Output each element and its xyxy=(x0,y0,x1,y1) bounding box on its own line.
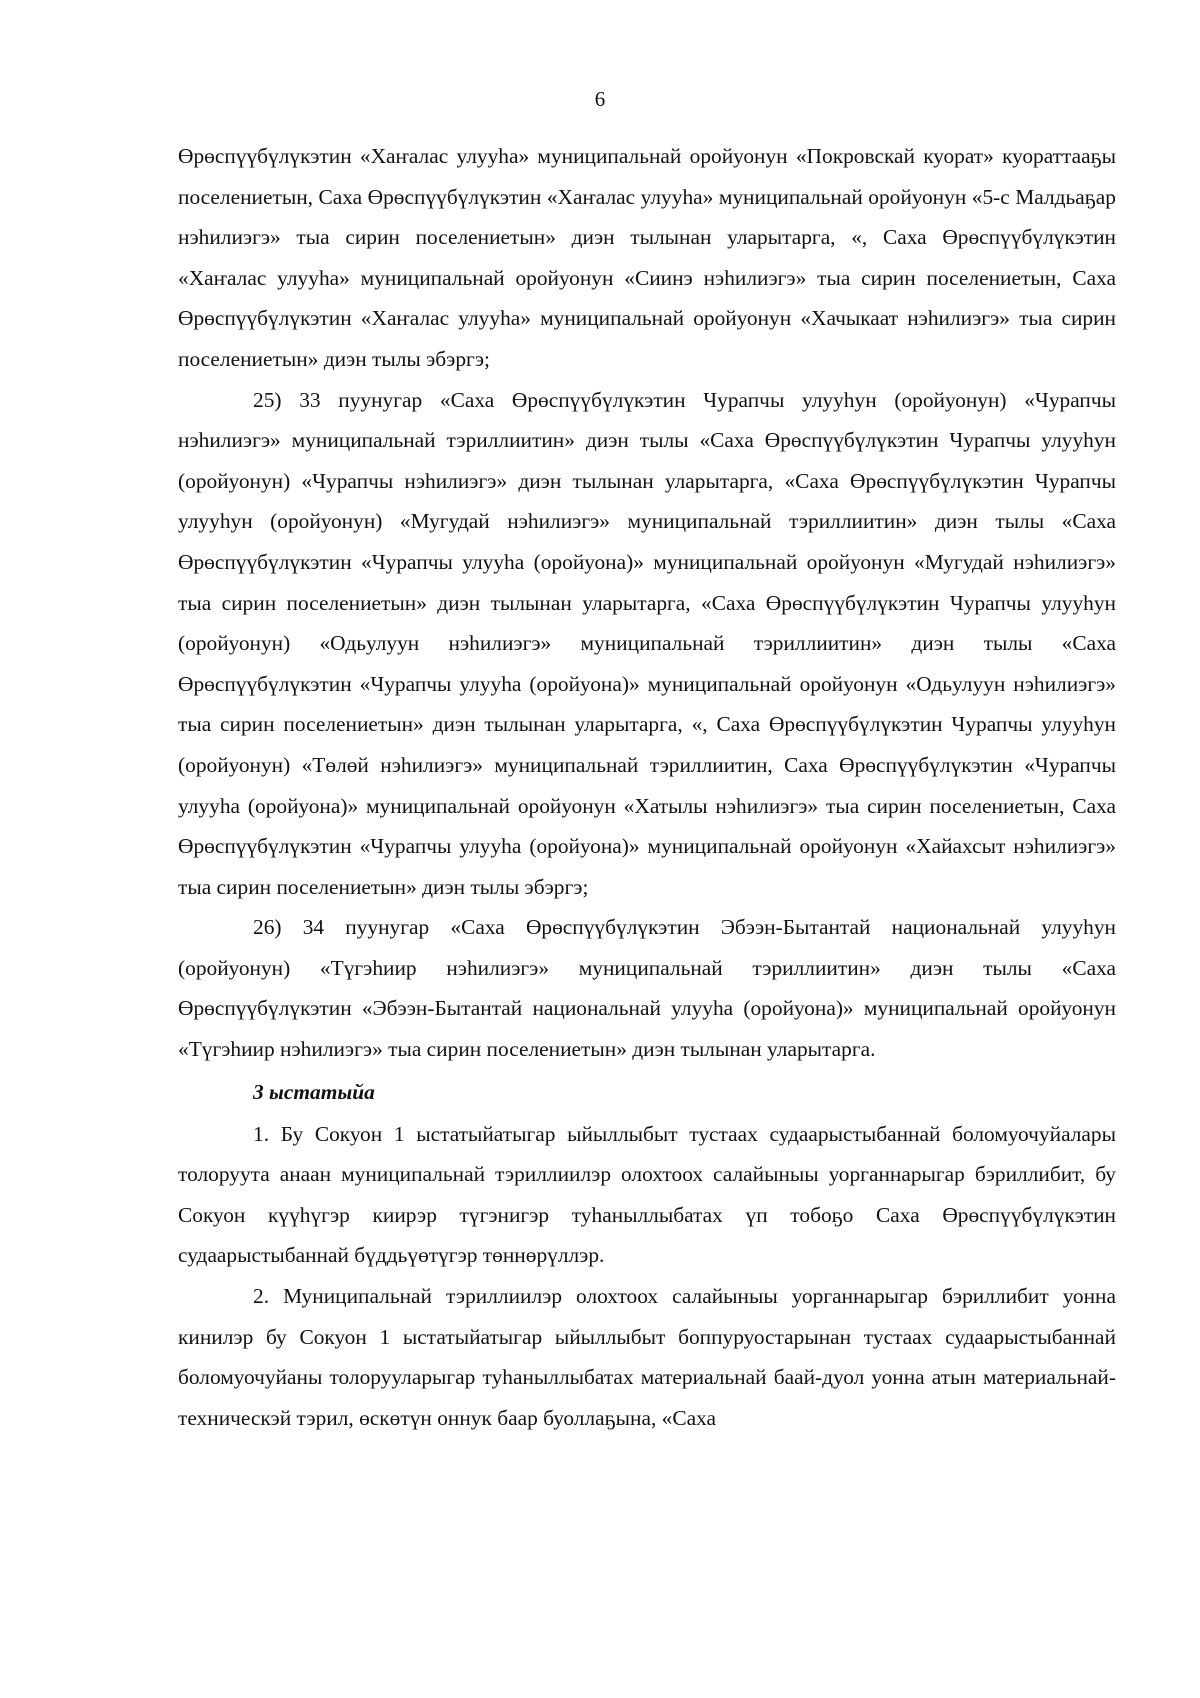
paragraph-item-26: 26) 34 пуунугар «Саха Өрөспүүбүлүкэтин Эбээн-Бытантай национальнай улууһун (оройуонун) «Түгэһиир нэһилиэгэ» муниципальнай тэриллиитин» диэн тылы «Саха Өрөспүүбүлүкэтин «Эбээн-Бытантай национальнай улууһа (оройуона)» муниципальнай оройуонун «Түгэһиир нэһилиэгэ» тыа сирин поселениетын» диэн тылынан уларытарга. xyxy=(178,915,1116,1062)
article-paragraph-1: 1. Бу Сокуон 1 ыстатыйатыгар ыйыллыбыт тустаах судаарыстыбаннай боломуочуйалары толоруута анаан муниципальнай тэриллиилэр олохтоох салайыныы уорганнарыгар бэриллибит, бу Сокуон күүһүгэр киирэр түгэнигэр туһаныллыбатах үп тобоҕо Саха Өрөспүүбүлүкэтин судаарыстыбаннай бүддьүөтүгэр төннөрүллэр. xyxy=(178,1121,1116,1268)
article-paragraph-2: 2. Муниципальнай тэриллиилэр олохтоох салайыныы уорганнарыгар бэриллибит уонна кинилэр бу Сокуон 1 ыстатыйатыгар ыйыллыбыт боппуруостарынан тустаах судаарыстыбаннай боломуочуйаны толорууларыгар туһаныллыбатах материальнай баай-дуол уонна атын материальнай-техническэй тэрил, өскөтүн оннук баар буоллаҕына, «Саха xyxy=(178,1284,1116,1430)
paragraph-item-25: 25) 33 пуунугар «Саха Өрөспүүбүлүкэтин Чурапчы улууһун (оройуонун) «Чурапчы нэһилиэгэ» муниципальнай тэриллиитин» диэн тылы «Саха Өрөспүүбүлүкэтин Чурапчы улууһун (оройуонун) «Чурапчы нэһилиэгэ» диэн тылынан уларытарга, «Саха Өрөспүүбүлүкэтин Чурапчы улууһун (оройуонун) «Мугудай нэһилиэгэ» муниципальнай тэриллиитин» диэн тылы «Саха Өрөспүүбүлүкэтин «Чурапчы улууһа (оройуона)» муниципальнай оройуонун «Мугудай нэһилиэгэ» тыа сирин поселениетын» диэн тылынан уларытарга, «Саха Өрөспүүбүлүкэтин Чурапчы улууһун (оройуонун) «Одьулуун нэһилиэгэ» муниципальнай тэриллиитин» диэн тылы «Саха Өрөспүүбүлүкэтин «Чурапчы улууһа (оройуона)» муниципальнай оройуонун «Одьулуун нэһилиэгэ» тыа сирин поселениетын» диэн тылынан уларытарга, «, Саха Өрөспүүбүлүкэтин Чурапчы улууһун (оройуонун) «Төлөй нэһилиэгэ» муниципальнай тэриллиитин, Саха Өрөспүүбүлүкэтин «Чурапчы улууһа (оройуона)» муниципальнай оройуонун «Хатылы нэһилиэгэ» тыа сирин поселениетын, Саха Өрөспүүбүлүкэтин «Чурапчы улууһа (оройуона)» муниципальнай оройуонун «Хайахсыт нэһилиэгэ» тыа сирин поселениетын» диэн тылы эбэргэ; xyxy=(178,387,1116,899)
page-number: 6 xyxy=(594,87,606,111)
document-body xyxy=(178,136,1116,1438)
article-heading: 3 ыстатыйа xyxy=(253,1079,375,1104)
paragraph-continuation: Өрөспүүбүлүкэтин «Хаҥалас улууһа» муниципальнай оройуонун «Покровскай куорат» куораттааҕы поселениетын, Саха Өрөспүүбүлүкэтин «Хаҥалас улууһа» муниципальнай оройуонун «5-с Малдьаҕар нэһилиэгэ» тыа сирин поселениетын» диэн тылынан уларытарга, «, Саха Өрөспүүбүлүкэтин «Хаҥалас улууһа» муниципальнай оройуонун «Сиинэ нэһилиэгэ» тыа сирин поселениетын, Саха Өрөспүүбүлүкэтин «Хаҥалас улууһа» муниципальнай оройуонун «Хачыкаат нэһилиэгэ» тыа сирин поселениетын» диэн тылы эбэргэ; xyxy=(178,144,1116,371)
